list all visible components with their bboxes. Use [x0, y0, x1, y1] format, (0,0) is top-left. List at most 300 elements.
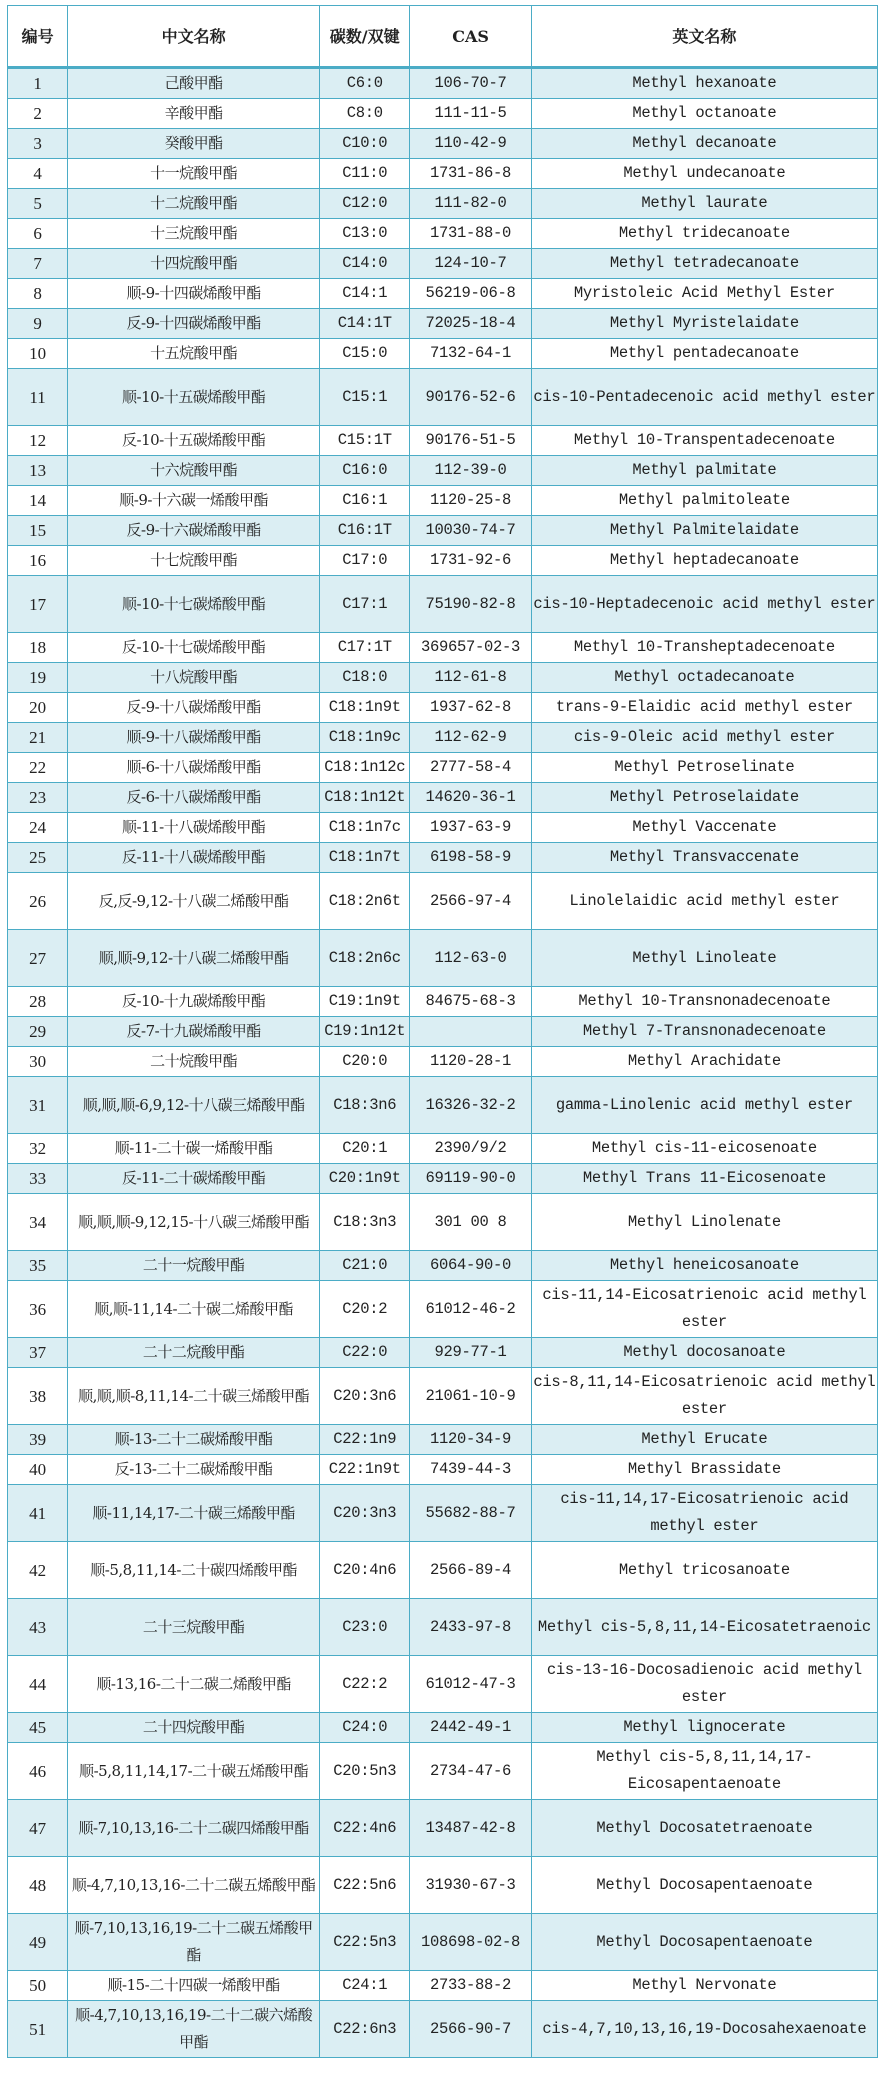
- cell-number: 27: [8, 930, 68, 987]
- cell-number: 35: [8, 1251, 68, 1281]
- table-row: [8, 843, 878, 873]
- cell-cas: 111-11-5: [410, 99, 531, 129]
- cell-english-name: Methyl heneicosanoate: [531, 1251, 877, 1281]
- table-row: [8, 189, 878, 219]
- cell-english-name: Methyl Petroselaidate: [531, 783, 877, 813]
- cell-chinese-name: 顺,顺,顺-8,11,14-二十碳三烯酸甲酯: [68, 1368, 320, 1425]
- cell-cas: 301 00 8: [410, 1194, 531, 1251]
- cell-number: 40: [8, 1455, 68, 1485]
- cell-number: 33: [8, 1164, 68, 1194]
- cell-number: 19: [8, 663, 68, 693]
- table-row: [8, 456, 878, 486]
- table-row: [8, 753, 878, 783]
- cell-english-name: Methyl Petroselinate: [531, 753, 877, 783]
- cell-cas: 61012-47-3: [410, 1656, 531, 1713]
- table-row: [8, 1713, 878, 1743]
- cell-chinese-name: 反,反-9,12-十八碳二烯酸甲酯: [68, 873, 320, 930]
- cell-cas: 61012-46-2: [410, 1281, 531, 1338]
- cell-chinese-name: 顺,顺-11,14-二十碳二烯酸甲酯: [68, 1281, 320, 1338]
- table-row: [8, 369, 878, 426]
- cell-chinese-name: 二十烷酸甲酯: [68, 1047, 320, 1077]
- cell-chinese-name: 顺-5,8,11,14-二十碳四烯酸甲酯: [68, 1542, 320, 1599]
- cell-cas: 1937-63-9: [410, 813, 531, 843]
- cell-number: 26: [8, 873, 68, 930]
- cell-number: 45: [8, 1713, 68, 1743]
- cell-english-name: Methyl pentadecanoate: [531, 339, 877, 369]
- cell-chinese-name: 反-10-十七碳烯酸甲酯: [68, 633, 320, 663]
- cell-chinese-name: 辛酸甲酯: [68, 99, 320, 129]
- cell-carbon-double-bond: C16:1: [320, 486, 410, 516]
- cell-number: 43: [8, 1599, 68, 1656]
- cell-chinese-name: 顺-6-十八碳烯酸甲酯: [68, 753, 320, 783]
- cell-english-name: Methyl palmitoleate: [531, 486, 877, 516]
- cell-chinese-name: 己酸甲酯: [68, 68, 320, 99]
- cell-cas: 13487-42-8: [410, 1800, 531, 1857]
- table-row: [8, 723, 878, 753]
- table-row: [8, 1656, 878, 1713]
- cell-carbon-double-bond: C17:0: [320, 546, 410, 576]
- cell-english-name: Methyl cis-5,8,11,14-Eicosatetraenoic: [531, 1599, 877, 1656]
- cell-cas: 7132-64-1: [410, 339, 531, 369]
- cell-chinese-name: 顺-9-十四碳烯酸甲酯: [68, 279, 320, 309]
- cell-number: 28: [8, 987, 68, 1017]
- cell-number: 12: [8, 426, 68, 456]
- cell-cas: 106-70-7: [410, 68, 531, 99]
- cell-english-name: Linolelaidic acid methyl ester: [531, 873, 877, 930]
- cell-carbon-double-bond: C22:2: [320, 1656, 410, 1713]
- cell-number: 50: [8, 1971, 68, 2001]
- cell-chinese-name: 癸酸甲酯: [68, 129, 320, 159]
- cell-carbon-double-bond: C17:1T: [320, 633, 410, 663]
- cell-chinese-name: 十三烷酸甲酯: [68, 219, 320, 249]
- cell-chinese-name: 顺-13,16-二十二碳二烯酸甲酯: [68, 1656, 320, 1713]
- table-row: [8, 663, 878, 693]
- cell-cas: 112-63-0: [410, 930, 531, 987]
- table-row: [8, 279, 878, 309]
- cell-cas: 7439-44-3: [410, 1455, 531, 1485]
- table-row: [8, 1194, 878, 1251]
- cell-english-name: Methyl Transvaccenate: [531, 843, 877, 873]
- table-row: [8, 159, 878, 189]
- cell-number: 3: [8, 129, 68, 159]
- cell-carbon-double-bond: C22:5n3: [320, 1914, 410, 1971]
- cell-chinese-name: 二十二烷酸甲酯: [68, 1338, 320, 1368]
- table-row: [8, 873, 878, 930]
- table-row: [8, 1542, 878, 1599]
- cell-number: 6: [8, 219, 68, 249]
- cell-carbon-double-bond: C16:0: [320, 456, 410, 486]
- cell-english-name: Methyl cis-11-eicosenoate: [531, 1134, 877, 1164]
- cell-cas: 1731-92-6: [410, 546, 531, 576]
- cell-cas: 2442-49-1: [410, 1713, 531, 1743]
- table-row: [8, 1047, 878, 1077]
- cell-english-name: Methyl decanoate: [531, 129, 877, 159]
- table-row: [8, 129, 878, 159]
- cell-number: 17: [8, 576, 68, 633]
- cell-cas: 1731-88-0: [410, 219, 531, 249]
- cell-chinese-name: 顺-10-十五碳烯酸甲酯: [68, 369, 320, 426]
- cell-carbon-double-bond: C18:3n6: [320, 1077, 410, 1134]
- header-carbon-double-bond: 碳数/双键: [320, 6, 410, 68]
- cell-number: 22: [8, 753, 68, 783]
- cell-number: 36: [8, 1281, 68, 1338]
- cell-carbon-double-bond: C10:0: [320, 129, 410, 159]
- table-row: [8, 930, 878, 987]
- cell-chinese-name: 顺-7,10,13,16-二十二碳四烯酸甲酯: [68, 1800, 320, 1857]
- cell-carbon-double-bond: C20:0: [320, 1047, 410, 1077]
- cell-chinese-name: 反-11-十八碳烯酸甲酯: [68, 843, 320, 873]
- cell-chinese-name: 顺-4,7,10,13,16-二十二碳五烯酸甲酯: [68, 1857, 320, 1914]
- cell-english-name: Methyl hexanoate: [531, 68, 877, 99]
- cell-number: 25: [8, 843, 68, 873]
- cell-number: 4: [8, 159, 68, 189]
- cell-cas: 2433-97-8: [410, 1599, 531, 1656]
- cell-carbon-double-bond: C17:1: [320, 576, 410, 633]
- cell-cas: 6064-90-0: [410, 1251, 531, 1281]
- cell-carbon-double-bond: C6:0: [320, 68, 410, 99]
- cell-english-name: cis-9-Oleic acid methyl ester: [531, 723, 877, 753]
- cell-carbon-double-bond: C14:0: [320, 249, 410, 279]
- cell-carbon-double-bond: C20:1: [320, 1134, 410, 1164]
- cell-number: 29: [8, 1017, 68, 1047]
- cell-carbon-double-bond: C21:0: [320, 1251, 410, 1281]
- cell-carbon-double-bond: C22:0: [320, 1338, 410, 1368]
- cell-chinese-name: 十二烷酸甲酯: [68, 189, 320, 219]
- cell-english-name: Methyl Palmitelaidate: [531, 516, 877, 546]
- cell-english-name: Methyl Myristelaidate: [531, 309, 877, 339]
- cell-english-name: Myristoleic Acid Methyl Ester: [531, 279, 877, 309]
- cell-chinese-name: 二十一烷酸甲酯: [68, 1251, 320, 1281]
- table-row: [8, 1017, 878, 1047]
- cell-chinese-name: 顺-10-十七碳烯酸甲酯: [68, 576, 320, 633]
- cell-number: 2: [8, 99, 68, 129]
- cell-chinese-name: 十五烷酸甲酯: [68, 339, 320, 369]
- cell-number: 15: [8, 516, 68, 546]
- cell-cas: 2734-47-6: [410, 1743, 531, 1800]
- cell-carbon-double-bond: C22:4n6: [320, 1800, 410, 1857]
- table-row: [8, 1800, 878, 1857]
- cell-cas: 14620-36-1: [410, 783, 531, 813]
- cell-english-name: Methyl palmitate: [531, 456, 877, 486]
- cell-cas: 31930-67-3: [410, 1857, 531, 1914]
- cell-chinese-name: 十四烷酸甲酯: [68, 249, 320, 279]
- cell-number: 1: [8, 68, 68, 99]
- cell-english-name: Methyl Nervonate: [531, 1971, 877, 2001]
- cell-carbon-double-bond: C24:0: [320, 1713, 410, 1743]
- cell-carbon-double-bond: C18:1n7t: [320, 843, 410, 873]
- table-row: [8, 546, 878, 576]
- cell-cas: 112-39-0: [410, 456, 531, 486]
- cell-cas: 90176-51-5: [410, 426, 531, 456]
- cell-cas: 110-42-9: [410, 129, 531, 159]
- table-row: [8, 486, 878, 516]
- cell-cas: 929-77-1: [410, 1338, 531, 1368]
- cell-english-name: Methyl lignocerate: [531, 1713, 877, 1743]
- cell-cas: 10030-74-7: [410, 516, 531, 546]
- cell-carbon-double-bond: C18:1n9t: [320, 693, 410, 723]
- cell-number: 10: [8, 339, 68, 369]
- cell-cas: 16326-32-2: [410, 1077, 531, 1134]
- cell-number: 23: [8, 783, 68, 813]
- cell-english-name: Methyl Docosapentaenoate: [531, 1857, 877, 1914]
- cell-chinese-name: 反-11-二十碳烯酸甲酯: [68, 1164, 320, 1194]
- cell-carbon-double-bond: C19:1n12t: [320, 1017, 410, 1047]
- cell-chinese-name: 顺,顺-9,12-十八碳二烯酸甲酯: [68, 930, 320, 987]
- cell-chinese-name: 反-10-十九碳烯酸甲酯: [68, 987, 320, 1017]
- cell-cas: 1120-25-8: [410, 486, 531, 516]
- table-row: [8, 426, 878, 456]
- cell-cas: 112-61-8: [410, 663, 531, 693]
- cell-number: 9: [8, 309, 68, 339]
- cell-chinese-name: 反-9-十六碳烯酸甲酯: [68, 516, 320, 546]
- cell-english-name: Methyl heptadecanoate: [531, 546, 877, 576]
- cell-cas: 108698-02-8: [410, 1914, 531, 1971]
- table-row: [8, 1485, 878, 1542]
- cell-number: 24: [8, 813, 68, 843]
- cell-carbon-double-bond: C15:1T: [320, 426, 410, 456]
- cell-cas: 2390/9/2: [410, 1134, 531, 1164]
- cell-cas: 112-62-9: [410, 723, 531, 753]
- cell-chinese-name: 二十三烷酸甲酯: [68, 1599, 320, 1656]
- header-row: [8, 6, 878, 68]
- header-number: 编号: [8, 6, 68, 68]
- table-row: [8, 1134, 878, 1164]
- cell-number: 51: [8, 2001, 68, 2058]
- cell-chinese-name: 顺,顺,顺-6,9,12-十八碳三烯酸甲酯: [68, 1077, 320, 1134]
- cell-english-name: Methyl 10-Transpentadecenoate: [531, 426, 877, 456]
- cell-carbon-double-bond: C23:0: [320, 1599, 410, 1656]
- header-chinese-name: 中文名称: [68, 6, 320, 68]
- table-row: [8, 1455, 878, 1485]
- cell-number: 20: [8, 693, 68, 723]
- table-row: [8, 987, 878, 1017]
- cell-number: 14: [8, 486, 68, 516]
- cell-number: 38: [8, 1368, 68, 1425]
- header-cas: CAS: [410, 6, 531, 68]
- cell-chinese-name: 顺-4,7,10,13,16,19-二十二碳六烯酸甲酯: [68, 2001, 320, 2058]
- cell-carbon-double-bond: C13:0: [320, 219, 410, 249]
- cell-number: 44: [8, 1656, 68, 1713]
- cell-chinese-name: 顺-11-十八碳烯酸甲酯: [68, 813, 320, 843]
- cell-carbon-double-bond: C15:1: [320, 369, 410, 426]
- cell-chinese-name: 二十四烷酸甲酯: [68, 1713, 320, 1743]
- table-row: [8, 1077, 878, 1134]
- cell-cas: 369657-02-3: [410, 633, 531, 663]
- cell-number: 8: [8, 279, 68, 309]
- cell-number: 18: [8, 633, 68, 663]
- table-row: [8, 693, 878, 723]
- cell-number: 30: [8, 1047, 68, 1077]
- cell-number: 21: [8, 723, 68, 753]
- cell-cas: 1937-62-8: [410, 693, 531, 723]
- cell-english-name: Methyl Vaccenate: [531, 813, 877, 843]
- cell-number: 11: [8, 369, 68, 426]
- table-row: [8, 633, 878, 663]
- cell-chinese-name: 顺-9-十六碳一烯酸甲酯: [68, 486, 320, 516]
- cell-english-name: cis-8,11,14-Eicosatrienoic acid methyl ester: [531, 1368, 877, 1425]
- table-row: [8, 68, 878, 99]
- cell-chinese-name: 反-13-二十二碳烯酸甲酯: [68, 1455, 320, 1485]
- cell-chinese-name: 顺-13-二十二碳烯酸甲酯: [68, 1425, 320, 1455]
- cell-chinese-name: 反-6-十八碳烯酸甲酯: [68, 783, 320, 813]
- cell-english-name: Methyl cis-5,8,11,14,17-Eicosapentaenoate: [531, 1743, 877, 1800]
- table-row: [8, 1251, 878, 1281]
- cell-cas: 21061-10-9: [410, 1368, 531, 1425]
- cell-carbon-double-bond: C22:1n9: [320, 1425, 410, 1455]
- cell-english-name: Methyl Linoleate: [531, 930, 877, 987]
- cell-carbon-double-bond: C20:3n6: [320, 1368, 410, 1425]
- cell-chinese-name: 十七烷酸甲酯: [68, 546, 320, 576]
- cell-carbon-double-bond: C22:6n3: [320, 2001, 410, 2058]
- cell-number: 7: [8, 249, 68, 279]
- table-row: [8, 219, 878, 249]
- cell-chinese-name: 顺-5,8,11,14,17-二十碳五烯酸甲酯: [68, 1743, 320, 1800]
- cell-english-name: cis-11,14,17-Eicosatrienoic acid methyl ester: [531, 1485, 877, 1542]
- cell-chinese-name: 顺-11,14,17-二十碳三烯酸甲酯: [68, 1485, 320, 1542]
- cell-number: 34: [8, 1194, 68, 1251]
- cell-carbon-double-bond: C18:1n12c: [320, 753, 410, 783]
- cell-english-name: Methyl octanoate: [531, 99, 877, 129]
- table-row: [8, 1857, 878, 1914]
- table-row: [8, 1914, 878, 1971]
- cell-carbon-double-bond: C18:2n6t: [320, 873, 410, 930]
- cell-cas: 111-82-0: [410, 189, 531, 219]
- cell-number: 5: [8, 189, 68, 219]
- table-row: [8, 1368, 878, 1425]
- cell-carbon-double-bond: C20:5n3: [320, 1743, 410, 1800]
- cell-chinese-name: 顺-7,10,13,16,19-二十二碳五烯酸甲酯: [68, 1914, 320, 1971]
- cell-carbon-double-bond: C18:0: [320, 663, 410, 693]
- table-row: [8, 1599, 878, 1656]
- table-row: [8, 249, 878, 279]
- cell-cas: 124-10-7: [410, 249, 531, 279]
- cell-english-name: Methyl Docosatetraenoate: [531, 1800, 877, 1857]
- cell-number: 42: [8, 1542, 68, 1599]
- cell-cas: 1731-86-8: [410, 159, 531, 189]
- cell-cas: 2566-90-7: [410, 2001, 531, 2058]
- cell-carbon-double-bond: C14:1: [320, 279, 410, 309]
- cell-english-name: Methyl docosanoate: [531, 1338, 877, 1368]
- cell-number: 48: [8, 1857, 68, 1914]
- cell-number: 13: [8, 456, 68, 486]
- cell-english-name: cis-13-16-Docosadienoic acid methyl ester: [531, 1656, 877, 1713]
- cell-number: 39: [8, 1425, 68, 1455]
- cell-carbon-double-bond: C20:4n6: [320, 1542, 410, 1599]
- cell-chinese-name: 顺-11-二十碳一烯酸甲酯: [68, 1134, 320, 1164]
- cell-cas: 55682-88-7: [410, 1485, 531, 1542]
- cell-carbon-double-bond: C12:0: [320, 189, 410, 219]
- cell-cas: 1120-34-9: [410, 1425, 531, 1455]
- cell-english-name: Methyl Docosapentaenoate: [531, 1914, 877, 1971]
- cell-english-name: Methyl 10-Transnonadecenoate: [531, 987, 877, 1017]
- cell-carbon-double-bond: C20:3n3: [320, 1485, 410, 1542]
- cell-cas: 84675-68-3: [410, 987, 531, 1017]
- cell-number: 41: [8, 1485, 68, 1542]
- cell-carbon-double-bond: C20:1n9t: [320, 1164, 410, 1194]
- cell-english-name: Methyl 7-Transnonadecenoate: [531, 1017, 877, 1047]
- cell-cas: 72025-18-4: [410, 309, 531, 339]
- cell-chinese-name: 顺-15-二十四碳一烯酸甲酯: [68, 1971, 320, 2001]
- cell-chinese-name: 顺,顺,顺-9,12,15-十八碳三烯酸甲酯: [68, 1194, 320, 1251]
- cell-english-name: Methyl tricosanoate: [531, 1542, 877, 1599]
- cell-english-name: Methyl laurate: [531, 189, 877, 219]
- table-row: [8, 813, 878, 843]
- fame-standards-table: [7, 5, 878, 2058]
- cell-english-name: trans-9-Elaidic acid methyl ester: [531, 693, 877, 723]
- cell-carbon-double-bond: C14:1T: [320, 309, 410, 339]
- cell-number: 32: [8, 1134, 68, 1164]
- table-row: [8, 2001, 878, 2058]
- cell-cas: [410, 1017, 531, 1047]
- header-english-name: 英文名称: [531, 6, 877, 68]
- table-row: [8, 99, 878, 129]
- cell-cas: 2777-58-4: [410, 753, 531, 783]
- cell-carbon-double-bond: C18:2n6c: [320, 930, 410, 987]
- cell-number: 47: [8, 1800, 68, 1857]
- cell-english-name: Methyl tridecanoate: [531, 219, 877, 249]
- table-row: [8, 1338, 878, 1368]
- cell-english-name: Methyl Linolenate: [531, 1194, 877, 1251]
- cell-carbon-double-bond: C22:1n9t: [320, 1455, 410, 1485]
- cell-english-name: Methyl Erucate: [531, 1425, 877, 1455]
- cell-english-name: cis-11,14-Eicosatrienoic acid methyl ester: [531, 1281, 877, 1338]
- cell-cas: 75190-82-8: [410, 576, 531, 633]
- cell-english-name: Methyl Arachidate: [531, 1047, 877, 1077]
- table-row: [8, 1743, 878, 1800]
- cell-carbon-double-bond: C19:1n9t: [320, 987, 410, 1017]
- cell-cas: 90176-52-6: [410, 369, 531, 426]
- cell-english-name: cis-10-Pentadecenoic acid methyl ester: [531, 369, 877, 426]
- table-row: [8, 516, 878, 546]
- cell-number: 49: [8, 1914, 68, 1971]
- table-row: [8, 1281, 878, 1338]
- table-row: [8, 1971, 878, 2001]
- cell-carbon-double-bond: C18:1n7c: [320, 813, 410, 843]
- cell-cas: 1120-28-1: [410, 1047, 531, 1077]
- cell-carbon-double-bond: C18:3n3: [320, 1194, 410, 1251]
- cell-cas: 2566-97-4: [410, 873, 531, 930]
- cell-carbon-double-bond: C22:5n6: [320, 1857, 410, 1914]
- cell-chinese-name: 十六烷酸甲酯: [68, 456, 320, 486]
- cell-chinese-name: 顺-9-十八碳烯酸甲酯: [68, 723, 320, 753]
- cell-carbon-double-bond: C24:1: [320, 1971, 410, 2001]
- cell-cas: 56219-06-8: [410, 279, 531, 309]
- cell-carbon-double-bond: C11:0: [320, 159, 410, 189]
- table-row: [8, 339, 878, 369]
- table-row: [8, 1425, 878, 1455]
- cell-english-name: Methyl octadecanoate: [531, 663, 877, 693]
- cell-english-name: Methyl Brassidate: [531, 1455, 877, 1485]
- cell-chinese-name: 十八烷酸甲酯: [68, 663, 320, 693]
- cell-carbon-double-bond: C18:1n9c: [320, 723, 410, 753]
- cell-english-name: cis-4,7,10,13,16,19-Docosahexaenoate: [531, 2001, 877, 2058]
- cell-cas: 69119-90-0: [410, 1164, 531, 1194]
- table-row: [8, 576, 878, 633]
- cell-number: 37: [8, 1338, 68, 1368]
- cell-chinese-name: 十一烷酸甲酯: [68, 159, 320, 189]
- cell-carbon-double-bond: C20:2: [320, 1281, 410, 1338]
- cell-english-name: gamma-Linolenic acid methyl ester: [531, 1077, 877, 1134]
- cell-english-name: Methyl 10-Transheptadecenoate: [531, 633, 877, 663]
- cell-english-name: Methyl undecanoate: [531, 159, 877, 189]
- cell-cas: 2733-88-2: [410, 1971, 531, 2001]
- cell-carbon-double-bond: C18:1n12t: [320, 783, 410, 813]
- cell-carbon-double-bond: C15:0: [320, 339, 410, 369]
- cell-chinese-name: 反-9-十八碳烯酸甲酯: [68, 693, 320, 723]
- cell-carbon-double-bond: C16:1T: [320, 516, 410, 546]
- cell-cas: 2566-89-4: [410, 1542, 531, 1599]
- cell-chinese-name: 反-9-十四碳烯酸甲酯: [68, 309, 320, 339]
